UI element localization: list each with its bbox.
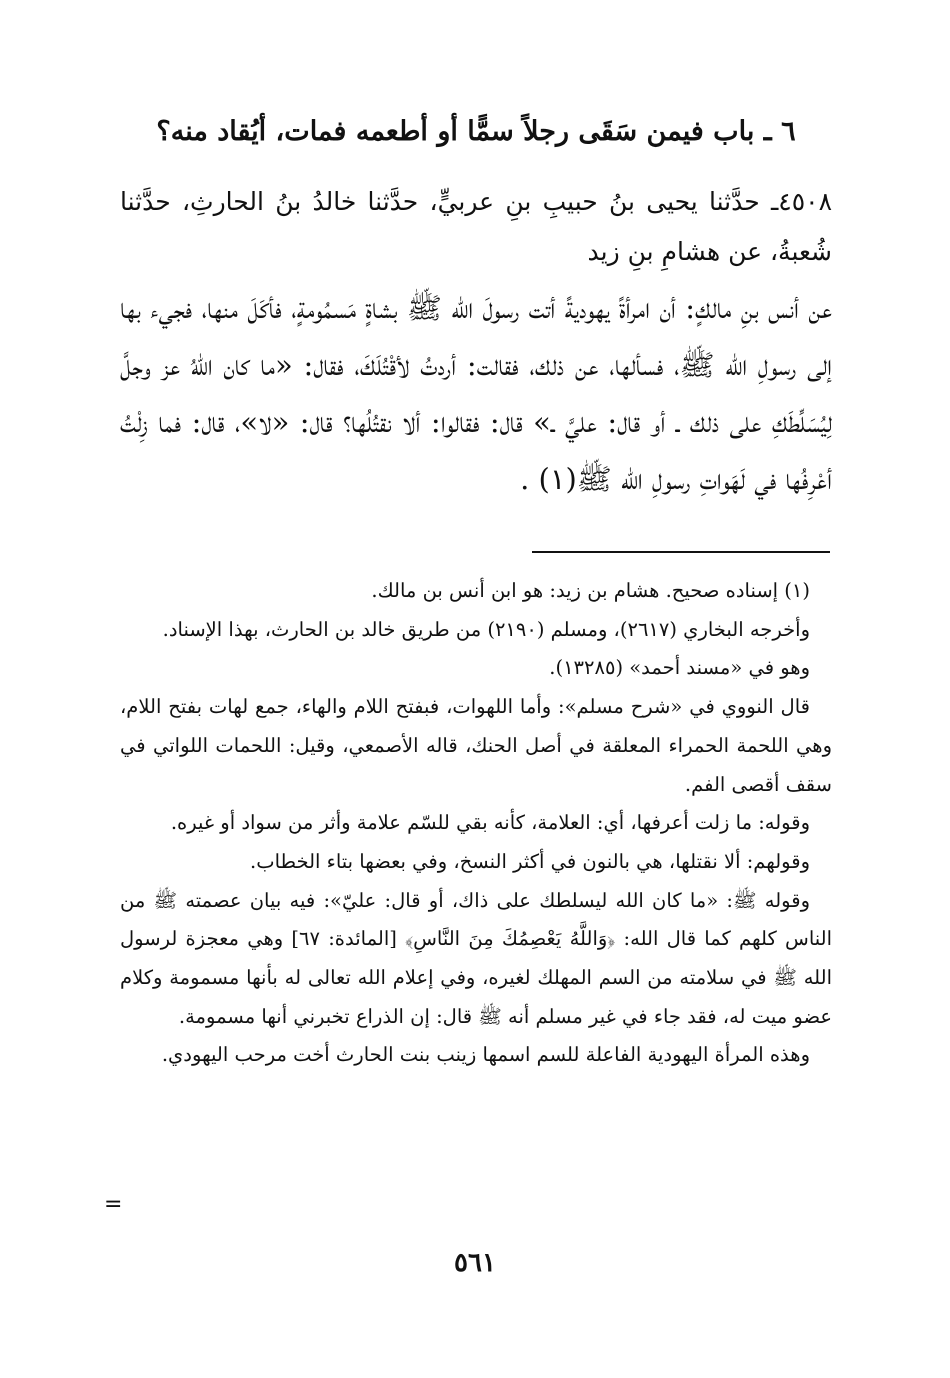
- footnote-alama: وقوله: ما زلت أعرفها، أي: العلامة، كأنه بقي للسّم علامة وأثر من سواد أو غيره.: [170, 811, 810, 835]
- footnote-divider: [532, 551, 830, 553]
- footnote-musnad: وهو في «مسند أحمد» (١٣٢٨٥).: [549, 656, 810, 680]
- continuation-mark: =: [104, 1192, 123, 1217]
- footnote-isma: وقوله ﷺ: «ما كان الله ليسلطك على ذاك، أو قال: عليّ»: فيه بيان عصمته ﷺ من الناس كلهم كما قال الله: ﴿وَاللَّهُ يَعْصِمُكَ مِنَ النَّاسِ﴾ [المائدة: ٦٧] وهي معجزة لرسول الله ﷺ في سلامته من السم المهلك لغيره، وفي إعلام الله تعالى له بأنها مسمومة وكلام عضو ميت له، فقد جاء في غير مسلم أنه ﷺ قال: إن الذراع تخبرني أنها مسمومة.: [120, 888, 833, 1028]
- footnote-nawawi: قال النووي في «شرح مسلم»: وأما اللهوات، فبفتح اللام والهاء، جمع لهات بفتح اللام، وهي اللحمة الحمراء المعلقة في أصل الحنك، قاله الأصمعي، وقيل: اللحمات اللواتي في سقف أقصى الفم.: [120, 695, 832, 796]
- footnote-takhrij: وأخرجه البخاري (٢٦١٧)، ومسلم (٢١٩٠) من طريق خالد بن الحارث، بهذا الإسناد.: [162, 617, 810, 641]
- page-number: ٥٦١: [454, 1248, 496, 1278]
- hadith-isnad: ٤٥٠٨ـ حدَّثنا يحيى بنُ حبيبِ بنِ عربيٍّ، حدَّثنا خالدُ بنُ الحارثِ، حدَّثنا شُعبةُ، عن هشامِ بنِ زيد: [120, 187, 832, 266]
- chapter-heading: ٦ ـ باب فيمن سَقَى رجلاً سمًّا أو أطعمه فمات، أيُقاد منه؟: [156, 116, 796, 147]
- hadith-matn: عن أنس بنِ مالكٍ: أن امرأةً يهوديةً أتت رسولَ الله ﷺ بشاةٍ مَسمُومةٍ، فأكَلَ منها، فجيء بها إلى رسولِ الله ﷺ، فسألها، عن ذلك، فقالت: أردتُ لأقْتُلَكَ، فقال: «ما كان اللهُ عز وجلَّ لِيُسَلِّطَكِ على ذلك ـ أو قال: عليَّ ـ» قال: فقالوا: ألا نقتُلُها؟ قال: «لا»، قال: فما زِلْتُ أعْرِفُها في لَهَواتِ رسولِ الله ﷺ(١) .: [120, 291, 832, 496]
- footnote-isnad-grade: (١) إسناده صحيح. هشام بن زيد: هو ابن أنس بن مالك.: [371, 579, 810, 602]
- footnote-zaynab: وهذه المرأة اليهودية الفاعلة للسم اسمها زينب بنت الحارث أخت مرحب اليهودي.: [161, 1043, 810, 1067]
- footnote-naqtuluha: وقولهم: ألا نقتلها، هي بالنون في أكثر النسخ، وفي بعضها بتاء الخطاب.: [250, 849, 810, 873]
- footnotes: [120, 572, 832, 1075]
